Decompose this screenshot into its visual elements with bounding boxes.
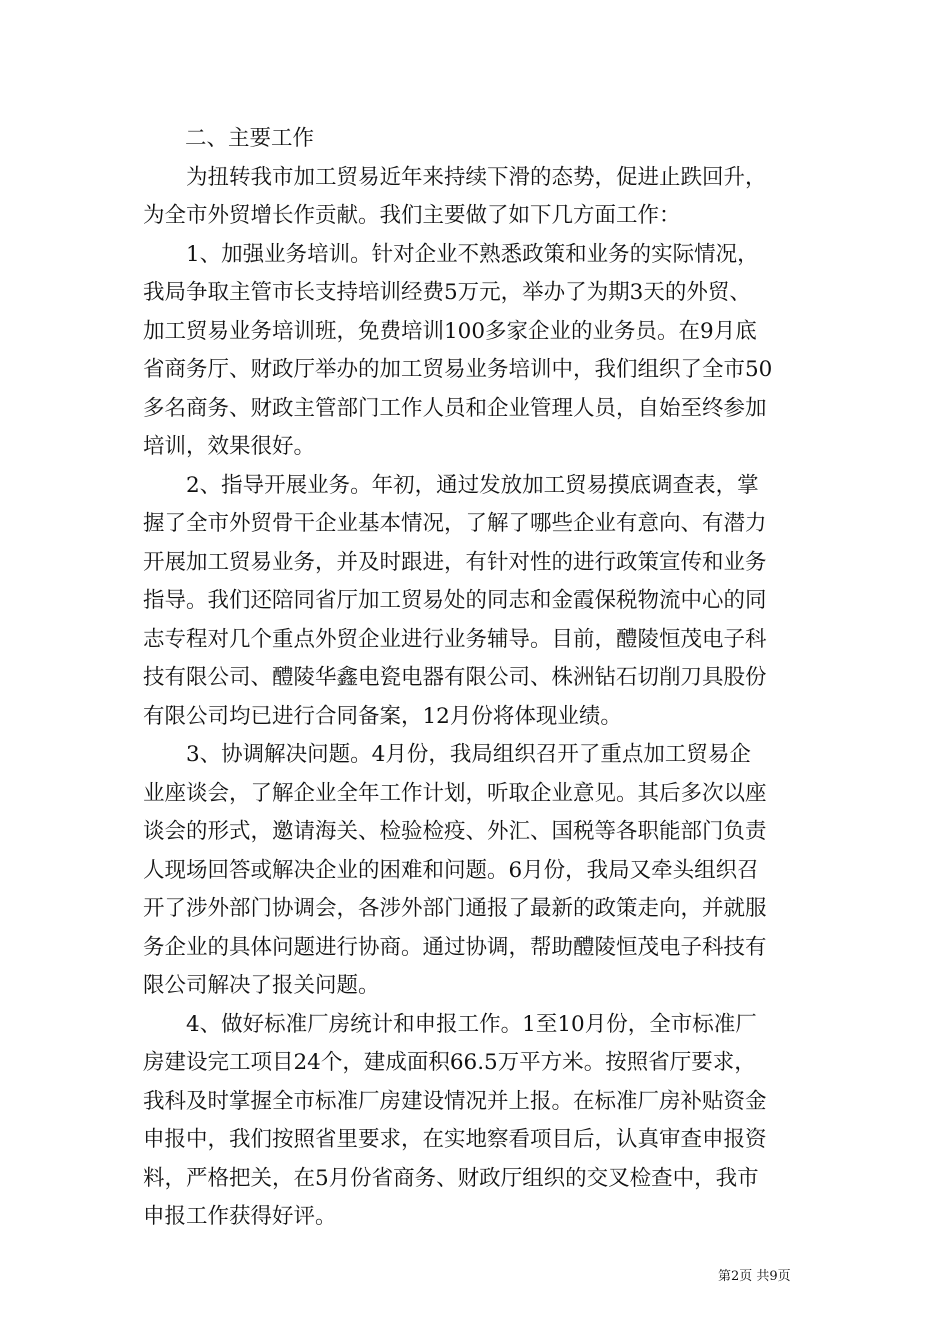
body-line: 省商务厅、财政厅举办的加工贸易业务培训中，我们组织了全市50 [143,357,773,382]
body-line: 多名商务、财政主管部门工作人员和企业管理人员，自始至终参加 [143,395,767,421]
body-line: 限公司解决了报关问题。 [143,973,380,998]
body-line: 开展加工贸易业务，并及时跟进，有针对性的进行政策宣传和业务 [143,549,767,575]
body-line: 房建设完工项目24个，建成面积66.5万平方米。按照省厅要求， [143,1050,756,1075]
body-line: 务企业的具体问题进行协商。通过协调，帮助醴陵恒茂电子科技有 [143,934,767,960]
body-line: 申报中，我们按照省里要求，在实地察看项目后，认真审查申报资 [143,1127,767,1152]
document-body [143,120,807,1237]
body-line: 我科及时掌握全市标准厂房建设情况并上报。在标准厂房补贴资金 [143,1088,767,1114]
body-line: 指导。我们还陪同省厅加工贸易处的同志和金霞保税物流中心的同 [143,588,767,613]
body-line: 谈会的形式，邀请海关、检验检疫、外汇、国税等各职能部门负责 [143,819,767,844]
section-heading: 二、主要工作 [185,126,315,151]
body-line: 有限公司均已进行合同备案，12月份将体现业绩。 [143,703,622,729]
body-line: 志专程对几个重点外贸企业进行业务辅导。目前，醴陵恒茂电子科 [143,626,767,652]
body-line: 技有限公司、醴陵华鑫电瓷电器有限公司、株洲钻石切削刀具股份 [143,665,767,690]
body-line: 加工贸易业务培训班，免费培训100多家企业的业务员。在9月底 [143,318,757,344]
body-line: 4、做好标准厂房统计和申报工作。1至10月份，全市标准厂 [143,1011,757,1037]
body-line: 料，严格把关，在5月份省商务、财政厅组织的交叉检查中，我市 [143,1165,759,1191]
body-line: 申报工作获得好评。 [143,1204,337,1229]
body-line: 3、协调解决问题。4月份，我局组织召开了重点加工贸易企 [143,742,751,767]
body-line: 人现场回答或解决企业的困难和问题。6月份，我局又牵头组织召 [143,857,759,883]
page-number: 第2页 共9页 [718,1269,791,1284]
body-line: 业座谈会，了解企业全年工作计划，听取企业意见。其后多次以座 [143,780,767,806]
body-line: 2、指导开展业务。年初，通过发放加工贸易摸底调查表，掌 [143,472,759,498]
body-line: 培训，效果很好。 [143,434,316,459]
body-line: 我局争取主管市长支持培训经费5万元，举办了为期3天的外贸、 [143,280,751,305]
body-line: 为全市外贸增长作贡献。我们主要做了如下几方面工作： [143,203,681,228]
body-line: 为扭转我市加工贸易近年来持续下滑的态势，促进止跌回升， [143,164,767,190]
body-line: 1、加强业务培训。针对企业不熟悉政策和业务的实际情况， [143,241,759,267]
body-line: 开了涉外部门协调会，各涉外部门通报了最新的政策走向，并就服 [143,896,767,921]
body-line: 握了全市外贸骨干企业基本情况，了解了哪些企业有意向、有潜力 [143,511,767,536]
